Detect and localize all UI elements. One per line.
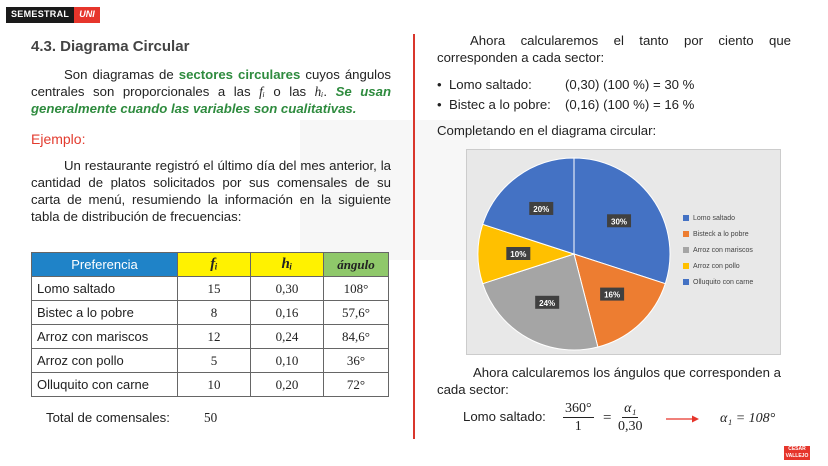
legend-swatch	[683, 279, 689, 285]
bullet1-calc: (0,30) (100 %) = 30 %	[565, 77, 695, 92]
table-row	[32, 277, 389, 301]
intro-highlight: sectores circulares	[178, 67, 301, 82]
logo-line-1: CÉSAR	[788, 446, 806, 452]
legend-label: Olluquito con carne	[693, 278, 754, 286]
eq-denominator-1: 1	[574, 419, 582, 434]
pie-label-text: 20%	[533, 204, 550, 214]
cesar-vallejo-logo	[784, 446, 810, 460]
cell-hi: 0,10	[251, 349, 324, 373]
pie-data-label	[607, 214, 631, 227]
arrow-icon	[666, 414, 700, 424]
table-row	[32, 373, 389, 397]
legend-swatch	[683, 263, 689, 269]
legend-label: Bisteck a lo pobre	[693, 230, 749, 238]
intro-paragraph	[31, 66, 391, 117]
badge-semestral: SEMESTRAL	[6, 7, 74, 23]
eq-result: α₁ = 108°	[720, 411, 776, 426]
cell-fi: 15	[178, 277, 251, 301]
eq-label: Lomo saltado:	[463, 409, 546, 424]
eq-fraction-1	[563, 400, 594, 435]
bullet-bistec	[437, 96, 797, 113]
cell-preferencia: Arroz con pollo	[32, 349, 178, 373]
pie-data-label	[600, 288, 624, 301]
cell-hi: 0,30	[251, 277, 324, 301]
intro-text-a: Son diagramas de	[64, 67, 179, 82]
fi-symbol: fᵢ	[259, 84, 265, 99]
intro-text-c: o las	[264, 84, 315, 99]
cell-preferencia: Olluquito con carne	[32, 373, 178, 397]
col-header-angulo: ángulo	[324, 253, 389, 277]
table-row	[32, 349, 389, 373]
total-label: Total de comensales:	[46, 410, 170, 425]
cell-fi: 10	[178, 373, 251, 397]
cell-angulo: 84,6°	[324, 325, 389, 349]
cell-preferencia: Arroz con mariscos	[32, 325, 178, 349]
chart-intro: Completando en el diagrama circular:	[437, 123, 657, 138]
bullet-lomo	[437, 76, 797, 93]
table-header-row	[32, 253, 389, 277]
col-header-hi: hᵢ	[251, 253, 324, 277]
pie-label-text: 10%	[510, 250, 527, 259]
badge-uni: UNI	[74, 7, 100, 23]
cell-angulo: 36°	[324, 349, 389, 373]
cell-preferencia: Lomo saltado	[32, 277, 178, 301]
pie-data-label	[529, 202, 553, 215]
column-divider	[413, 34, 415, 439]
legend-swatch	[683, 215, 689, 221]
table-row	[32, 301, 389, 325]
intro-text-b: cuyos ángulos centrales son proporcionales a las	[31, 67, 392, 99]
cell-angulo: 108°	[324, 277, 389, 301]
pie-label-text: 24%	[539, 298, 556, 308]
semestral-uni-badge	[6, 7, 100, 23]
eq-numerator-2: α₁	[624, 401, 637, 416]
cell-fi: 12	[178, 325, 251, 349]
legend-label: Arroz con pollo	[693, 262, 740, 270]
bullet2-label: Bistec a lo pobre:	[448, 97, 551, 112]
legend-label: Arroz con mariscos	[693, 246, 753, 254]
cell-hi: 0,16	[251, 301, 324, 325]
section-title: 4.3. Diagrama Circular	[31, 38, 190, 55]
total-value: 50	[204, 410, 218, 425]
legend-item	[683, 258, 753, 274]
pie-chart-box	[466, 149, 781, 355]
pie-data-label	[506, 247, 530, 260]
cell-fi: 8	[178, 301, 251, 325]
table-row	[32, 325, 389, 349]
angle-intro: Ahora calcularemos los ángulos que corresponden a cada sector:	[437, 365, 781, 397]
hi-symbol: hᵢ	[314, 84, 324, 99]
pie-label-text: 16%	[604, 290, 621, 300]
logo-line-2: VALLEJO	[785, 453, 809, 459]
legend-item	[683, 226, 753, 242]
example-label: Ejemplo:	[31, 131, 86, 147]
bullet1-label: Lomo saltado:	[448, 77, 532, 92]
example-paragraph: Un restaurante registró el último día del mes anterior, la cantidad de platos solicitados por sus comensales de su carta de menú, resumiendo la información en la siguiente tabla de distribución de frecuencias:	[31, 158, 391, 224]
legend-item	[683, 242, 753, 258]
cell-angulo: 72°	[324, 373, 389, 397]
pie-data-label	[535, 296, 559, 309]
cell-hi: 0,20	[251, 373, 324, 397]
cell-angulo: 57,6°	[324, 301, 389, 325]
eq-denominator-2: 0,30	[618, 419, 643, 434]
cell-preferencia: Bistec a lo pobre	[32, 301, 178, 325]
cell-fi: 5	[178, 349, 251, 373]
intro-text-d: .	[323, 84, 336, 99]
pie-label-text: 30%	[611, 217, 628, 227]
col-header-preferencia: Preferencia	[32, 253, 178, 277]
legend-swatch	[683, 231, 689, 237]
chart-legend	[683, 210, 753, 290]
cell-hi: 0,24	[251, 325, 324, 349]
bullet2-calc: (0,16) (100 %) = 16 %	[565, 97, 695, 112]
legend-label: Lomo saltado	[693, 214, 736, 222]
percent-intro: Ahora calcularemos el tanto por ciento que corresponden a cada sector:	[437, 33, 791, 65]
col-header-fi: fᵢ	[178, 253, 251, 277]
eq-fraction-2	[616, 400, 645, 435]
frequency-table	[31, 252, 389, 397]
intro-green-text: Se usan generalmente cuando las variables son cualitativas.	[31, 84, 392, 116]
legend-item	[683, 210, 753, 226]
legend-item	[683, 274, 753, 290]
bullet-dot: •	[437, 77, 449, 92]
legend-swatch	[683, 247, 689, 253]
eq-equals: =	[603, 410, 612, 426]
bullet-dot: •	[437, 97, 449, 112]
eq-numerator-1: 360°	[565, 401, 592, 416]
